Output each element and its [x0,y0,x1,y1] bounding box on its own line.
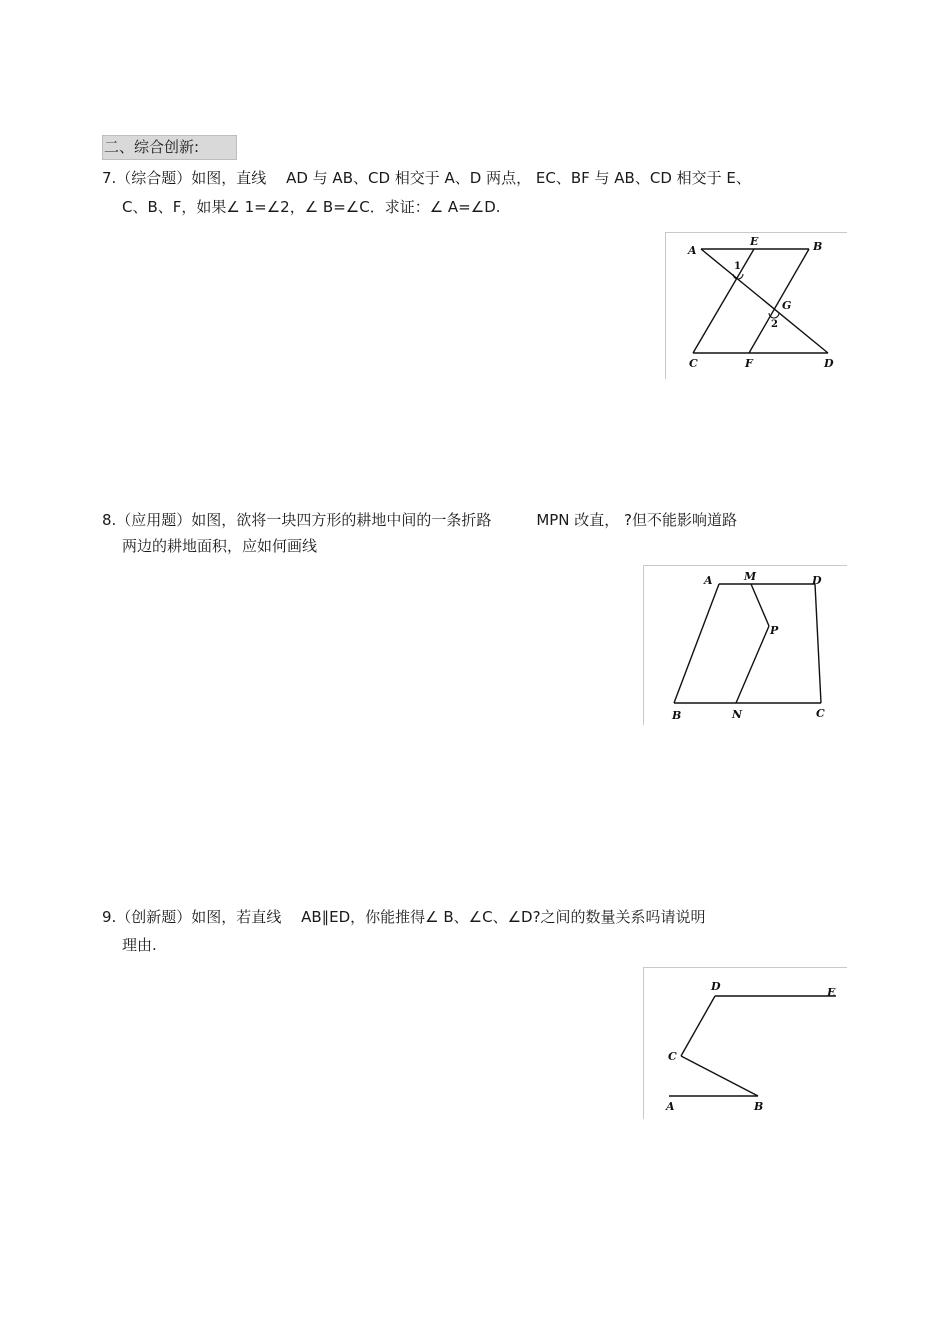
label-b: B [672,709,682,722]
section-header [102,135,237,160]
question-7-line-1: 7.（综合题）如图，直线 AD 与 AB、CD 相交于 A、D 两点， EC、BF 与 AB、CD 相交于 E、 [102,169,751,187]
segment-cb [681,1056,758,1096]
side-dc [815,584,821,703]
label-b: B [754,1100,764,1113]
label-m: M [744,570,757,583]
question-8-line-1: 8.（应用题）如图，欲将一块四方形的耕地中间的一条折路 MPN 改直， ?但不能影响道路 [102,511,738,529]
path-mp [751,584,769,626]
question-9-line-1: 9.（创新题）如图，若直线 AB∥ED，你能推得∠ B、∠C、∠D?之间的数量关系吗请说明 [102,908,706,926]
label-d: D [711,980,721,993]
question-9-figure [643,967,847,1119]
label-a: A [666,1100,675,1113]
label-d: D [824,357,834,370]
label-g: G [782,299,792,312]
label-n: N [732,708,743,721]
path-pn [736,626,769,703]
question-8-line-2: 两边的耕地面积，应如何画线 [122,537,318,555]
label-c: C [668,1050,677,1063]
label-angle-1: 1 [734,261,741,272]
label-angle-2: 2 [771,319,778,330]
segment-bf [749,249,809,353]
label-b: B [813,240,823,253]
label-p: P [770,624,779,637]
label-e: E [750,235,759,248]
label-f: F [745,357,753,370]
section-title: 二、综合创新: [104,138,200,156]
label-e: E [827,986,836,999]
question-8-figure [643,565,847,725]
question-7-figure [665,232,847,379]
segment-dc [681,996,715,1056]
label-c: C [816,707,825,720]
label-a: A [688,244,697,257]
label-d: D [812,574,822,587]
question-9-line-2: 理由. [122,936,157,954]
segment-ad [701,249,828,353]
segment-ec [693,249,754,353]
label-c: C [689,357,698,370]
side-ba [674,584,719,703]
question-7-line-2: C、B、F，如果∠ 1=∠2，∠ B=∠C．求证：∠ A=∠D. [122,198,501,216]
label-a: A [704,574,713,587]
